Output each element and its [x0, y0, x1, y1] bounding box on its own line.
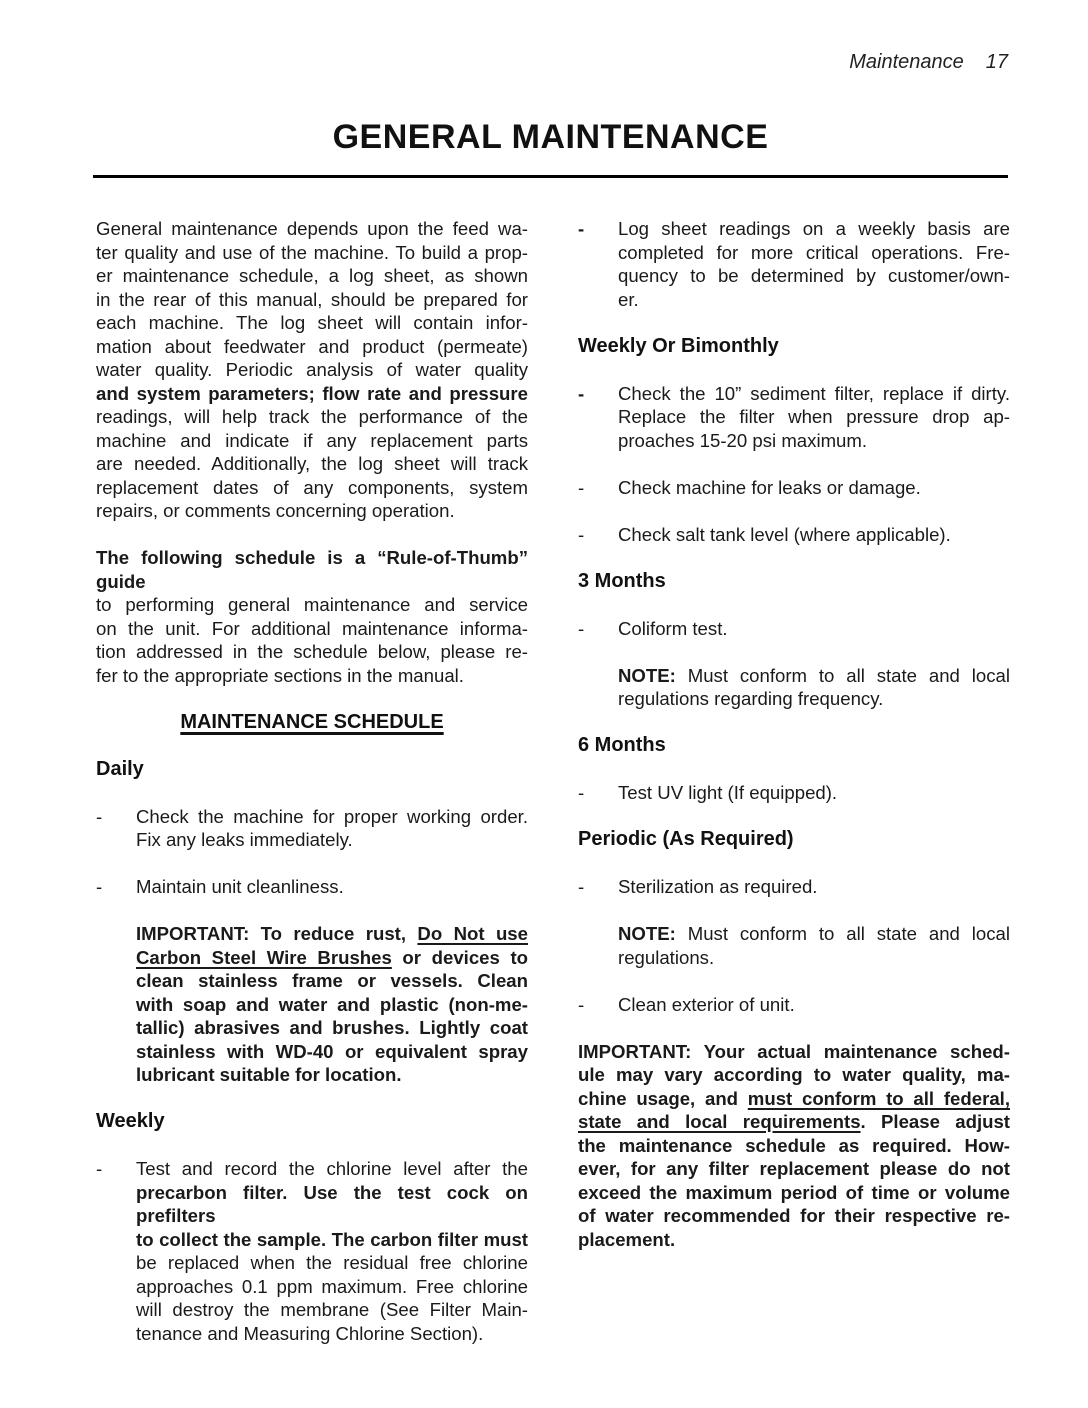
text-line [578, 1157, 1010, 1181]
text-line [96, 358, 528, 382]
text-segment: proaches 15-20 psi maximum. [618, 429, 868, 451]
text-line [136, 1251, 528, 1275]
six-months-heading: 6 Months [578, 734, 666, 756]
text-line [578, 1110, 1010, 1134]
maintenance-schedule-heading [96, 711, 528, 735]
text-segment: Fix any leaks immediately. [136, 829, 353, 850]
text-line [618, 264, 1010, 288]
underlined-text: Do Not use [417, 923, 528, 944]
important-rust-note [96, 922, 528, 1087]
text-segment: the maintenance schedule as required. How- [578, 1134, 1010, 1156]
text-segment: or devices to [391, 946, 528, 968]
bullet-uv-light [578, 781, 1010, 805]
note-regulations [578, 922, 1010, 969]
bullet-log-sheet [578, 217, 1010, 311]
text-segment: er maintenance schedule, a log sheet, as shown [96, 265, 528, 286]
text-segment: to collect the sample. The carbon filter must [136, 1228, 528, 1250]
text-line [618, 382, 1010, 406]
text-line [96, 593, 528, 617]
text-segment: be replaced when the residual free chlorine [136, 1252, 528, 1273]
text-segment: tenance and Measuring Chlorine Section). [136, 1322, 484, 1344]
text-line [618, 664, 1010, 688]
bullet-dash: - [578, 993, 585, 1015]
text-line [578, 1134, 1010, 1158]
text-line [578, 1063, 1010, 1087]
text-line [618, 922, 1010, 946]
text-segment: on the unit. For additional maintenance informa- [96, 617, 528, 639]
text-segment: tallic) abrasives and brushes. Lightly coat [136, 1017, 528, 1038]
text-line [136, 969, 528, 993]
text-line [618, 875, 1010, 899]
text-line [96, 382, 528, 406]
bullet-dash: - [96, 1158, 103, 1179]
important-schedule-note [578, 1040, 1010, 1252]
text-segment: Sterilization as required. [618, 876, 818, 897]
bullet-dash: - [578, 382, 585, 404]
text-line [96, 499, 528, 523]
text-line [578, 1204, 1010, 1228]
text-segment: The following schedule is a “Rule-of-Thumb” guide [96, 547, 528, 592]
text-segment: ter quality and use of the machine. To build a prop- [96, 241, 528, 263]
text-segment: with soap and water and plastic (non-me- [136, 993, 528, 1015]
bullet-daily-cleanliness [96, 875, 528, 899]
left-column [96, 217, 528, 1369]
bullet-weekly-chlorine [96, 1157, 528, 1345]
text-segment: er. [618, 288, 639, 310]
text-segment: IMPORTANT: Your actual maintenance sched- [578, 1040, 1010, 1062]
text-line [618, 241, 1010, 265]
text-line [618, 523, 1010, 547]
text-segment: ever, for any filter replacement please do not [578, 1158, 1010, 1179]
weekly-heading: Weekly [96, 1110, 165, 1132]
text-line [618, 476, 1010, 500]
page-header [849, 51, 1008, 74]
header-page-number: 17 [985, 51, 1008, 73]
text-line [96, 311, 528, 335]
text-line [618, 617, 1010, 641]
right-column [578, 217, 1010, 1275]
underlined-heading-text: MAINTENANCE SCHEDULE [180, 710, 444, 733]
underlined-text: state and local requirements [578, 1111, 861, 1132]
text-segment: are needed. Additionally, the log sheet will track [96, 453, 528, 474]
text-segment: readings, will help track the performance of the [96, 406, 528, 427]
text-line [136, 1040, 528, 1064]
bullet-clean-exterior [578, 993, 1010, 1017]
text-line [136, 1298, 528, 1322]
text-line [96, 617, 528, 641]
text-line [96, 241, 528, 265]
title-rule [93, 175, 1008, 178]
text-segment: will destroy the membrane (See Filter Main- [136, 1299, 528, 1320]
text-line [136, 1322, 528, 1346]
text-line [136, 1228, 528, 1252]
text-line [96, 264, 528, 288]
text-segment: quency to be determined by customer/own- [618, 265, 1010, 286]
text-segment: mation about feedwater and product (permeate) [96, 335, 528, 357]
text-segment: Replace the filter when pressure drop ap- [618, 406, 1010, 427]
text-segment: stainless with WD-40 or equivalent spray [136, 1040, 528, 1062]
text-segment: of water recommended for their respective re- [578, 1205, 1010, 1226]
text-segment: regulations regarding frequency. [618, 688, 884, 709]
text-line [96, 452, 528, 476]
text-segment: water quality. Periodic analysis of water quality [96, 359, 528, 380]
text-line [96, 476, 528, 500]
text-line [96, 546, 528, 593]
bullet-dash: - [578, 876, 585, 897]
text-line [96, 288, 528, 312]
note-frequency [578, 664, 1010, 711]
bullet-sediment-filter [578, 382, 1010, 453]
periodic-heading: Periodic (As Required) [578, 828, 794, 850]
text-segment: tion addressed in the schedule below, please re- [96, 641, 528, 662]
text-line [618, 405, 1010, 429]
text-segment: Log sheet readings on a weekly basis are [618, 218, 1010, 239]
text-segment: fer to the appropriate sections in the manual. [96, 664, 464, 686]
text-line [618, 429, 1010, 453]
text-line [618, 781, 1010, 805]
text-line [96, 405, 528, 429]
text-segment: in the rear of this manual, should be prepared for [96, 288, 528, 310]
text-line [136, 922, 528, 946]
bullet-dash: - [96, 876, 103, 897]
bullet-coliform-test [578, 617, 1010, 641]
text-line [136, 1063, 528, 1087]
weekly-or-bimonthly-heading: Weekly Or Bimonthly [578, 334, 779, 357]
text-line [136, 1275, 528, 1299]
text-segment: Check machine for leaks or damage. [618, 476, 921, 498]
text-line [96, 217, 528, 241]
text-line [136, 805, 528, 829]
text-segment: clean stainless frame or vessels. Clean [136, 970, 528, 991]
bullet-sterilization [578, 875, 1010, 899]
text-segment: precarbon filter. Use the test cock on prefilters [136, 1181, 528, 1226]
text-segment: NOTE: [618, 923, 676, 944]
text-segment: chine usage, and [578, 1087, 748, 1109]
text-line [618, 946, 1010, 970]
text-line [136, 1016, 528, 1040]
text-segment: General maintenance depends upon the feed wa- [96, 218, 528, 239]
text-segment: exceed the maximum period of time or volume [578, 1181, 1010, 1203]
text-line [578, 1181, 1010, 1205]
text-segment: Check the 10” sediment filter, replace if dirty. [618, 382, 1010, 404]
bullet-leaks-damage [578, 476, 1010, 500]
text-line [136, 828, 528, 852]
text-line [618, 217, 1010, 241]
bullet-dash: - [578, 617, 585, 639]
text-line [96, 335, 528, 359]
text-segment: Clean exterior of unit. [618, 993, 795, 1015]
text-line [578, 1040, 1010, 1064]
text-segment: IMPORTANT: To reduce rust, [136, 923, 418, 944]
text-segment: approaches 0.1 ppm maximum. Free chlorine [136, 1275, 528, 1297]
text-line [578, 1228, 1010, 1252]
text-segment: Coliform test. [618, 617, 728, 639]
text-segment: to performing general maintenance and service [96, 594, 528, 615]
daily-heading: Daily [96, 757, 144, 780]
text-segment: regulations. [618, 946, 715, 968]
text-segment: Check the machine for proper working order. [136, 805, 528, 827]
intro-paragraph [96, 217, 528, 523]
text-line [136, 1181, 528, 1228]
text-line [618, 993, 1010, 1017]
text-segment: completed for more critical operations. Fre- [618, 241, 1010, 263]
three-months-heading: 3 Months [578, 569, 666, 592]
bullet-dash: - [96, 805, 103, 827]
text-line [136, 993, 528, 1017]
text-segment: repairs, or comments concerning operation. [96, 500, 455, 521]
text-segment: NOTE: [618, 664, 676, 686]
text-segment: Must conform to all state and local [675, 664, 1010, 686]
bullet-dash: - [578, 218, 585, 239]
text-line [96, 429, 528, 453]
text-segment: machine and indicate if any replacement parts [96, 429, 528, 451]
text-segment: Check salt tank level (where applicable). [618, 523, 951, 545]
underlined-text: must conform to all federal, [747, 1087, 1010, 1109]
bullet-dash: - [578, 523, 585, 545]
bullet-salt-tank [578, 523, 1010, 547]
text-segment: Test and record the chlorine level after the [136, 1158, 528, 1179]
text-line [96, 640, 528, 664]
text-segment: replacement dates of any components, system [96, 476, 528, 498]
text-line [578, 1087, 1010, 1111]
text-line [136, 875, 528, 899]
text-line [136, 1157, 528, 1181]
text-segment: and system parameters; flow rate and pressure [96, 382, 528, 404]
text-segment: Must conform to all state and local [675, 923, 1010, 944]
bullet-dash: - [578, 476, 585, 498]
bullet-daily-working-order [96, 805, 528, 852]
schedule-intro-paragraph [96, 546, 528, 687]
text-line [618, 687, 1010, 711]
text-segment: Test UV light (If equipped). [618, 782, 838, 803]
underlined-text: Carbon Steel Wire Brushes [136, 946, 392, 968]
text-segment: . Please adjust [860, 1111, 1011, 1132]
text-line [618, 288, 1010, 312]
text-segment: placement. [578, 1228, 676, 1250]
page-title: GENERAL MAINTENANCE [332, 118, 769, 156]
header-section-label: Maintenance [849, 51, 964, 73]
text-line [136, 946, 528, 970]
bullet-dash: - [578, 782, 585, 803]
text-segment: ule may vary according to water quality, ma- [578, 1064, 1010, 1085]
text-segment: lubricant suitable for location. [136, 1064, 402, 1085]
text-segment: Maintain unit cleanliness. [136, 876, 344, 897]
text-segment: each machine. The log sheet will contain infor- [96, 312, 528, 333]
text-line [96, 664, 528, 688]
